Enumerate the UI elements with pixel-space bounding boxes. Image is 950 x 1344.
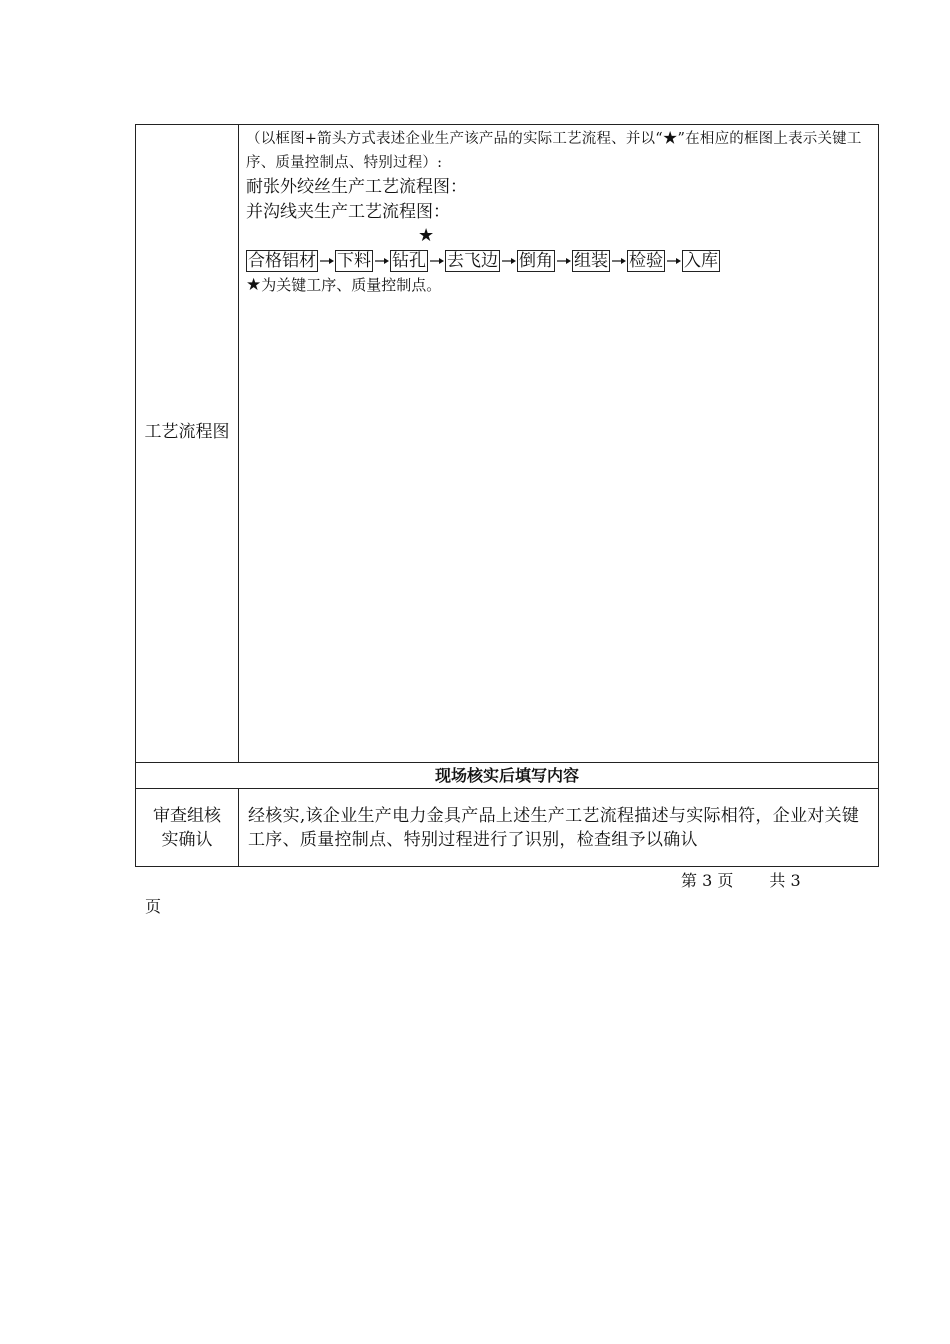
flow-step-box: 入库 xyxy=(684,251,718,271)
flow-step-box: 去飞边 xyxy=(447,251,498,271)
process-flow-diagram xyxy=(246,249,872,273)
key-marker-row xyxy=(246,225,872,249)
page-current: 第 3 页 xyxy=(681,871,734,890)
flow-step-box: 合格铝材 xyxy=(248,251,316,271)
key-step-star-icon: ★ xyxy=(418,225,435,246)
arrow-right-icon xyxy=(610,256,627,266)
legend-text: 为关键工序、质量控制点。 xyxy=(261,276,442,294)
verification-header: 现场核实后填写内容 xyxy=(434,766,579,785)
flow-step-box: 组装 xyxy=(574,251,608,271)
verification-text: 经核实,该企业生产电力金具产品上述生产工艺流程描述与实际相符，企业对关键工序、质量控制点、特别过程进行了识别，检查组予以确认 xyxy=(248,806,860,850)
flow-title-1: 耐张外绞丝生产工艺流程图： xyxy=(246,177,467,197)
arrow-right-icon xyxy=(318,256,335,266)
arrow-right-icon xyxy=(500,256,517,266)
flow-step-box: 下料 xyxy=(337,251,371,271)
process-flow-content xyxy=(246,127,872,297)
arrow-right-icon xyxy=(665,256,682,266)
flow-step-box: 倒角 xyxy=(519,251,553,271)
row-divider-2 xyxy=(136,788,878,789)
instruction-note: （以框图+箭头方式表述企业生产该产品的实际工艺流程、并以“★”在相应的框图上表示关键工序、质量控制点、特别过程）: xyxy=(246,131,862,171)
flow-step-box: 检验 xyxy=(629,251,663,271)
arrow-right-icon xyxy=(428,256,445,266)
flow-step-box: 钻孔 xyxy=(392,251,426,271)
arrow-right-icon xyxy=(373,256,390,266)
legend-star-icon: ★ xyxy=(246,275,262,295)
audit-table xyxy=(135,124,879,867)
process-flow-label: 工艺流程图 xyxy=(144,422,230,442)
verification-label: 审查组核实确认 xyxy=(153,806,221,850)
page-number xyxy=(681,869,801,893)
page-total-suffix: 页 xyxy=(145,897,162,916)
legend xyxy=(246,273,872,297)
flow-title-2: 并沟线夹生产工艺流程图： xyxy=(246,202,450,222)
column-divider-top xyxy=(238,125,239,762)
row-divider-1 xyxy=(136,762,878,763)
page-total: 共 3 xyxy=(769,871,801,890)
verification-content xyxy=(248,804,868,852)
column-divider-bottom xyxy=(238,788,239,866)
arrow-right-icon xyxy=(555,256,572,266)
